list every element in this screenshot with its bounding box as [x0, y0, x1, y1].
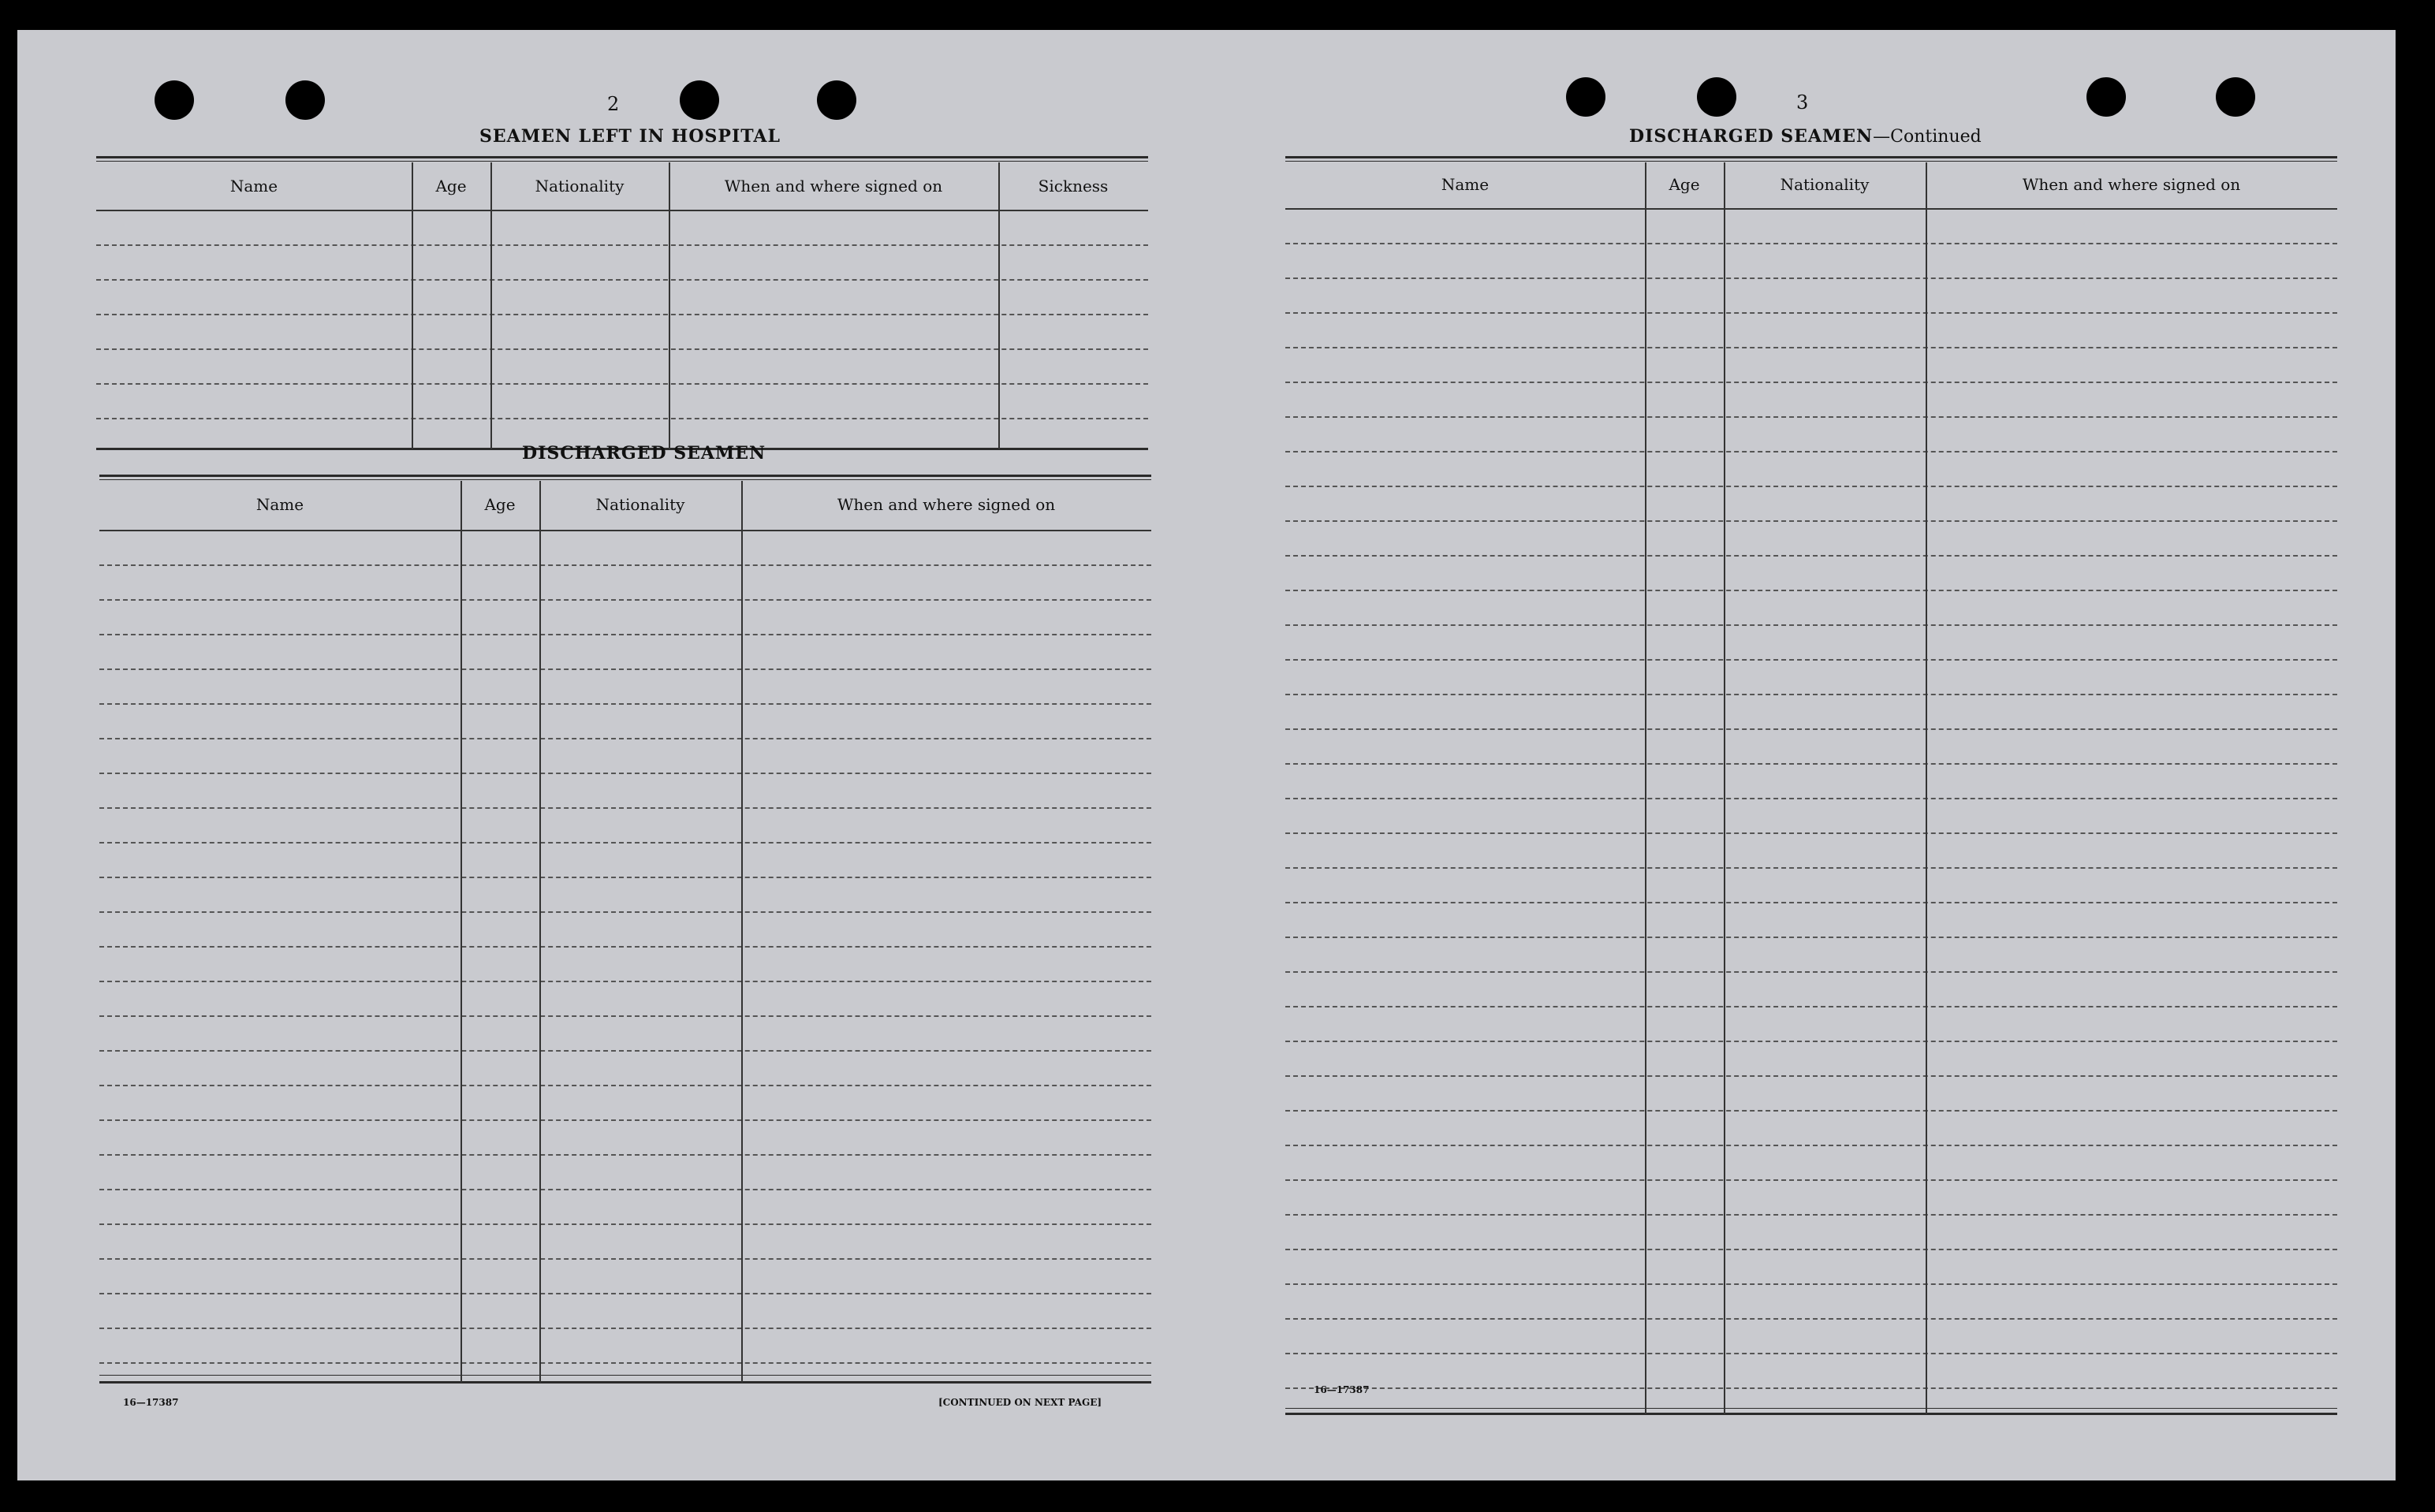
section-title-hospital: SEAMEN LEFT IN HOSPITAL: [479, 126, 781, 147]
punch-hole: [285, 80, 325, 120]
punch-hole: [1697, 77, 1736, 117]
hospital-table: [96, 156, 1148, 454]
column-header-signed-on: When and where signed on: [724, 177, 943, 196]
form-number-left: 16—17387: [123, 1397, 179, 1408]
page-number-left: 2: [607, 93, 620, 115]
form-number-right: 16—17387: [1314, 1384, 1370, 1395]
column-header-nationality: Nationality: [595, 495, 685, 514]
section-title-text: DISCHARGED SEAMEN: [1629, 126, 1874, 147]
punch-hole: [155, 80, 194, 120]
discharged-table-left: [99, 475, 1151, 1413]
punch-hole: [680, 80, 719, 120]
column-header-name: Name: [255, 495, 304, 514]
section-title-discharged-continued: [1629, 126, 1982, 147]
column-header-signed-on: When and where signed on: [2022, 175, 2241, 194]
section-title-suffix: —Continued: [1873, 127, 1982, 147]
continued-note: [CONTINUED ON NEXT PAGE]: [938, 1397, 1102, 1408]
punch-hole: [817, 80, 856, 120]
column-header-name: Name: [229, 177, 278, 196]
column-header-age: Age: [435, 177, 467, 196]
discharged-table-right: [1285, 156, 2337, 1417]
column-header-name: Name: [1441, 175, 1490, 194]
punch-hole: [2086, 77, 2126, 117]
column-header-age: Age: [484, 495, 516, 514]
document-sheet: [17, 30, 2396, 1480]
column-header-age: Age: [1669, 175, 1700, 194]
punch-hole: [1566, 77, 1605, 117]
section-title-discharged: DISCHARGED SEAMEN: [522, 443, 766, 464]
column-header-sickness: Sickness: [1038, 177, 1109, 196]
column-header-nationality: Nationality: [535, 177, 625, 196]
punch-hole: [2216, 77, 2255, 117]
column-header-signed-on: When and where signed on: [837, 495, 1056, 514]
page-number-right: 3: [1796, 91, 1809, 114]
column-header-nationality: Nationality: [1780, 175, 1870, 194]
